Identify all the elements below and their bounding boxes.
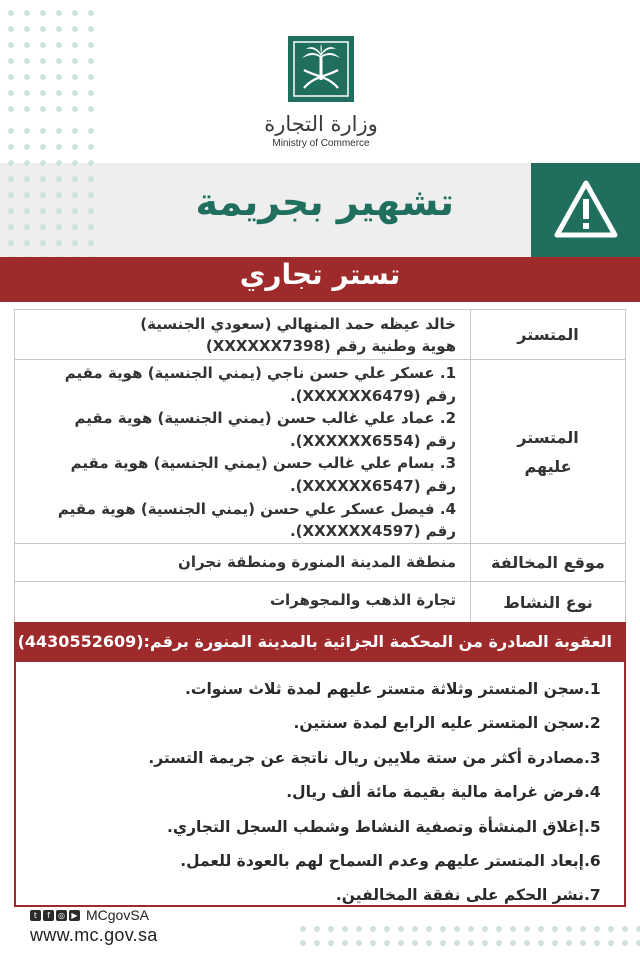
row-label: المتستر: [470, 310, 625, 359]
label-line: المتستر: [517, 427, 579, 447]
row-value: [15, 360, 470, 543]
value-line: رقم (XXXXXX6547).: [289, 476, 456, 495]
decorative-dots: [300, 926, 640, 946]
social-handle[interactable]: MCgovSA: [86, 907, 150, 923]
item-number: 3.: [584, 748, 601, 767]
ministry-name-arabic: وزارة التجارة: [264, 112, 378, 136]
case-details-table: [14, 309, 626, 623]
value-line: منطقة المدينة المنورة ومنطقة نجران: [178, 553, 456, 571]
item-text: مصادرة أكثر من ستة ملايين ريال ناتجة عن جريمة التستر.: [148, 748, 584, 767]
penalties-list: [16, 662, 624, 913]
twitter-icon[interactable]: t: [30, 910, 41, 921]
decorative-dots: [8, 128, 94, 278]
label-line: عليهم: [524, 456, 572, 476]
list-item: [28, 844, 612, 878]
warning-triangle-icon: [553, 177, 619, 243]
list-item: [28, 706, 612, 740]
website-link[interactable]: www.mc.gov.sa: [30, 925, 158, 945]
item-text: فرض غرامة مالية بقيمة مائة ألف ريال.: [286, 783, 584, 802]
item-number: 7.: [584, 886, 601, 905]
instagram-icon[interactable]: ◎: [56, 910, 67, 921]
table-row: [15, 582, 625, 622]
ministry-name-english: Ministry of Commerce: [272, 138, 370, 149]
item-number: 6.: [584, 851, 601, 870]
value-line: تجارة الذهب والمجوهرات: [269, 591, 456, 609]
row-label: موقع المخالفة: [470, 544, 625, 581]
value-line: 3. بسام علي غالب حسن (يمني الجنسية) هوية مقيم: [70, 454, 456, 473]
value-line: 4. فيصل عسكر علي حسن (يمني الجنسية) هوية مقيم: [57, 499, 456, 518]
item-number: 4.: [584, 783, 601, 802]
page-title: تشهير بجريمة: [195, 180, 454, 224]
list-item: [28, 672, 612, 706]
item-number: 1.: [584, 680, 601, 698]
value-line: رقم (XXXXXX4597).: [289, 522, 456, 541]
penalties-heading: العقوبة الصادرة من المحكمة الجزائية بالمدينة المنورة برقم:(4430552609): [16, 624, 624, 662]
table-row: [15, 360, 625, 544]
value-line: هوية وطنية رقم (XXXXXX7398): [205, 337, 456, 355]
crime-type-subtitle: تستر تجاري: [239, 258, 401, 291]
ministry-logo: [262, 36, 380, 149]
table-row: [15, 310, 625, 360]
item-text: نشر الحكم على نفقة المخالفين.: [335, 886, 584, 905]
value-line: خالد عيظه حمد المنهالي (سعودي الجنسية): [140, 315, 456, 333]
value-line: 2. عماد علي غالب حسن (يمني الجنسية) هوية مقيم: [74, 409, 456, 428]
table-row: [15, 544, 625, 582]
item-text: إبعاد المتستر عليهم وعدم السماح لهم بالعودة للعمل.: [180, 851, 584, 870]
facebook-icon[interactable]: f: [43, 910, 54, 921]
list-item: [28, 810, 612, 844]
item-text: سجن المتستر عليه الرابع لمدة سنتين.: [293, 714, 584, 733]
item-text: سجن المتستر وثلاثة متستر عليهم لمدة ثلاث سنوات.: [184, 680, 584, 698]
palm-swords-emblem-icon: [288, 36, 354, 102]
social-links: [30, 907, 149, 923]
row-value: [15, 544, 470, 581]
list-item: [28, 775, 612, 809]
warning-box: [531, 163, 640, 257]
row-label: نوع النشاط: [470, 582, 625, 622]
row-value: [15, 582, 470, 622]
row-value: [15, 310, 470, 359]
item-number: 5.: [584, 817, 601, 836]
value-line: رقم (XXXXXX6554).: [289, 431, 456, 450]
youtube-icon[interactable]: ▶: [69, 910, 80, 921]
row-label: [470, 360, 625, 543]
value-line: 1. عسكر علي حسن ناجي (يمني الجنسية) هوية مقيم: [64, 364, 456, 382]
value-line: رقم (XXXXXX6479).: [289, 386, 456, 405]
decorative-dots: [8, 10, 94, 112]
item-text: إغلاق المنشأة وتصفية النشاط وشطب السجل التجاري.: [166, 817, 584, 836]
item-number: 2.: [584, 714, 601, 733]
list-item: [28, 741, 612, 775]
penalties-box: [14, 622, 626, 907]
